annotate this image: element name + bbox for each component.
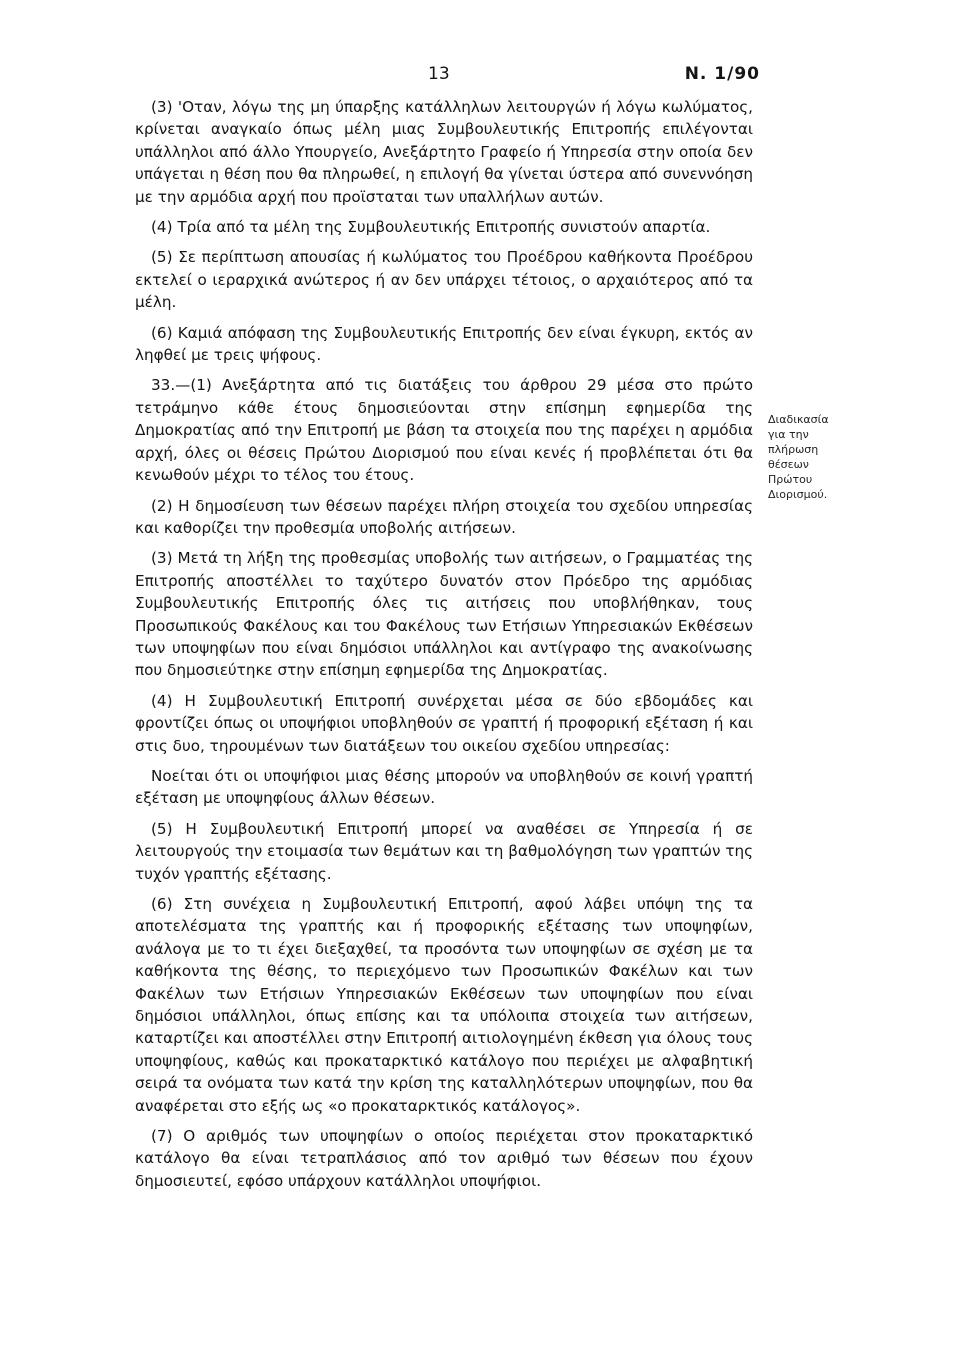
- margin-note-line: πλήρωση: [768, 443, 819, 456]
- issue-number: Ν. 1/90: [684, 64, 760, 84]
- margin-note-line: για την: [768, 428, 809, 441]
- paragraph-4: (4) Τρία από τα μέλη της Συμβουλευτικής Επιτροπής συνιστούν απαρτία.: [151, 218, 711, 237]
- margin-note: [768, 412, 880, 502]
- main-text-column: [135, 96, 753, 1200]
- paragraph-3: (3) 'Οταν, λόγω της μη ύπαρξης κατάλληλων λειτουργών ή λόγω κωλύματος, κρίνεται αναγκαίο όπως μέλη μιας Συμβουλευτικής Επιτροπής επιλέγονται υπάλληλοι από άλλο Υπουργείο, Ανεξάρτητο Γραφείο ή Υπηρεσία στην οποία δεν υπάγεται η θέση που θα πληρωθεί, η επιλογή θα γίνεται ύστερα από συνεννόηση με την αρμόδια αρχή που προϊσταται των υπαλλήλων αυτών.: [135, 98, 753, 206]
- margin-note-line: Πρώτου: [768, 473, 813, 486]
- section-33-paragraph-1: 33.—(1) Ανεξάρτητα από τις διατάξεις του άρθρου 29 μέσα στο πρώτο τετράμηνο κάθε έτους δημοσιεύονται στην επίσημη εφημερίδα της Δημοκρατίας από την Επιτροπή με βάση τα στοιχεία που της παρέχει η αρμόδια αρχή, όλες οι θέσεις Πρώτου Διορισμού που είναι κενές ή προβλέπεται ότι θα κενωθούν μέχρι το τέλος του έτους.: [135, 376, 753, 485]
- margin-note-line: Διαδικασία: [768, 413, 829, 426]
- section-33-paragraph-3: (3) Μετά τη λήξη της προθεσμίας υποβολής των αιτήσεων, ο Γραμματέας της Επιτροπής αποστέλλει το ταχύτερο δυνατόν στον Πρόεδρο της αρμόδιας Συμβουλευτικής Επιτροπής όλες τις αιτήσεις που υποβλήθηκαν, τους Προσωπικούς Φακέλους και του Φακέλους των Ετήσιων Υπηρεσιακών Εκθέσεων των υποψηφίων που είναι δημόσιοι υπάλληλοι και αντίγραφο της ανακοίνωσης που δημοσιεύτηκε στην επίσημη εφημερίδα της Δημοκρατίας.: [135, 549, 753, 680]
- paragraph-6: (6) Καμιά απόφαση της Συμβουλευτικής Επιτροπής δεν είναι έγκυρη, εκτός αν ληφθεί με τρεις ψήφους.: [135, 323, 753, 365]
- section-33-paragraph-4: (4) Η Συμβουλευτική Επιτροπή συνέρχεται μέσα σε δύο εβδομάδες και φροντίζει όπως οι υποψήφιοι υποβληθούν σε γραπτή ή προφορική εξέταση ή και στις δυο, τηρουμένων των διατάξεων του οικείου σχεδίου υπηρεσίας:: [135, 691, 753, 755]
- page-number: 13: [428, 64, 450, 84]
- section-33-paragraph-6: (6) Στη συνέχεια η Συμβουλευτική Επιτροπή, αφού λάβει υπόψη της τα αποτελέσματα της γραπτής και ή προφορικής εξέτασης των υποψηφίων, ανάλογα με το τι έχει διεξαχθεί, τα προσόντα των υποψηφίων σε σχέση με τα καθήκοντα της θέσης, το περιεχόμενο των Προσωπικών Φακέλων και των Φακέλων των Ετήσιων Υπηρεσιακών Εκθέσεων των υποψηφίων που είναι δημόσιοι υπάλληλοι, όπως επίσης και τα υπόλοιπα στοιχεία των αιτήσεων, καταρτίζει και αποστέλλει στην Επιτροπή αιτιολογημένη έκθεση για όλους τους υποψηφίους, καθώς και προκαταρκτικό κατάλογο που περιέχει με αλφαβητική σειρά τα ονόματα των κατά την κρίση της καταλληλότερων υποψηφίων, που θα αναφέρεται στο εξής ως «ο προκαταρκτικός κατάλογος».: [135, 895, 753, 1115]
- paragraph-5: (5) Σε περίπτωση απουσίας ή κωλύματος του Προέδρου καθήκοντα Προέδρου εκτελεί ο ιεραρχικά ανώτερος ή αν δεν υπάρχει τέτοιος, ο αρχαιότερος από τα μέλη.: [135, 248, 753, 312]
- margin-note-line: θέσεων: [768, 458, 809, 471]
- section-33-paragraph-7: (7) Ο αριθμός των υποψηφίων ο οποίος περιέχεται στον προκαταρκτικό κατάλογο θα είναι τετραπλάσιος από τον αριθμό των θέσεων που έχουν δημοσιευτεί, εφόσο υπάρχουν κατάλληλοι υποψήφιοι.: [135, 1127, 753, 1190]
- proviso-paragraph: Νοείται ότι οι υποψήφιοι μιας θέσης μπορούν να υποβληθούν σε κοινή γραπτή εξέταση με υποψηφίους άλλων θέσεων.: [135, 766, 753, 808]
- margin-note-line: Διορισμού.: [768, 488, 828, 501]
- section-33-paragraph-5: (5) Η Συμβουλευτική Επιτροπή μπορεί να αναθέσει σε Υπηρεσία ή σε λειτουργούς την ετοιμασία των θεμάτων και τη βαθμολόγηση των γραπτών της τυχόν γραπτής εξέτασης.: [135, 819, 753, 883]
- section-33-paragraph-2: (2) Η δημοσίευση των θέσεων παρέχει πλήρη στοιχεία του σχεδίου υπηρεσίας και καθορίζει την προθεσμία υποβολής αιτήσεων.: [135, 496, 753, 537]
